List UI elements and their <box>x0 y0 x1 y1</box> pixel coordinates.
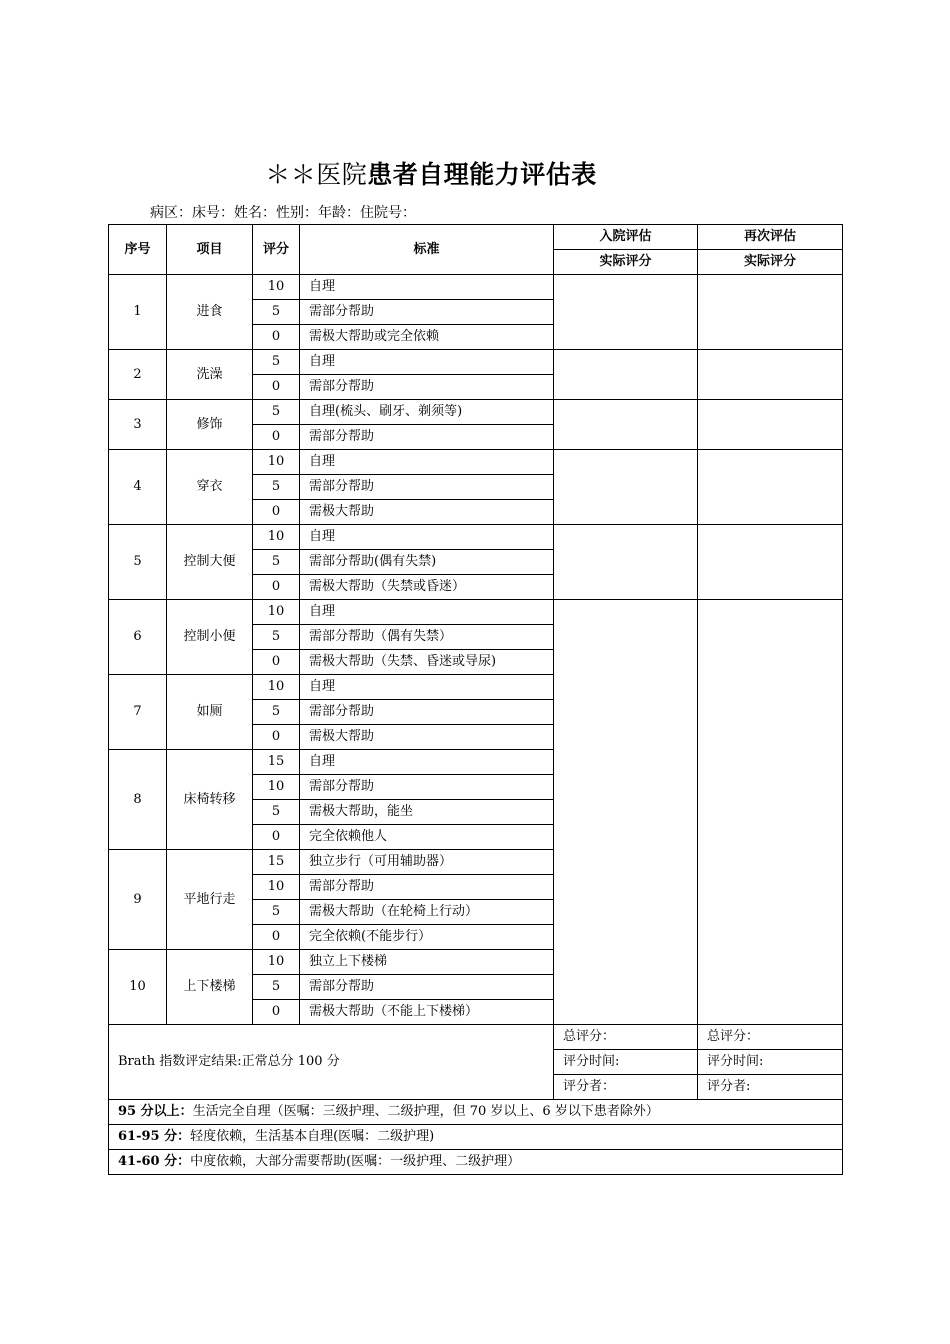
level-range: 95 分以上： <box>118 1104 193 1119</box>
item-seq: 8 <box>109 750 167 850</box>
score-value: 5 <box>253 625 300 650</box>
score-value: 0 <box>253 1000 300 1025</box>
header-reassess: 再次评估 <box>698 225 843 250</box>
score-value: 0 <box>253 650 300 675</box>
table-row <box>109 450 843 475</box>
score-value: 10 <box>253 775 300 800</box>
score-value: 10 <box>253 875 300 900</box>
score-value: 5 <box>253 900 300 925</box>
table-row <box>109 350 843 375</box>
summary-body <box>109 1025 843 1175</box>
admission-score-cell[interactable] <box>554 450 698 525</box>
item-name: 控制小便 <box>167 600 253 675</box>
header-standard: 标准 <box>300 225 554 275</box>
score-value: 5 <box>253 350 300 375</box>
admission-score-cell[interactable] <box>554 600 698 1025</box>
reassess-score-cell[interactable] <box>698 525 843 600</box>
standard-text: 需部分帮助（偶有失禁） <box>300 625 554 650</box>
admission-score-cell[interactable] <box>554 350 698 400</box>
score-value: 0 <box>253 375 300 400</box>
score-value: 10 <box>253 675 300 700</box>
score-value: 5 <box>253 700 300 725</box>
title-prefix: ＊＊医院 <box>265 160 368 189</box>
admission-score-cell[interactable] <box>554 525 698 600</box>
header-item: 项目 <box>167 225 253 275</box>
standard-text: 自理 <box>300 600 554 625</box>
table-row <box>109 600 843 625</box>
standard-text: 需部分帮助 <box>300 975 554 1000</box>
reassess-score-cell[interactable] <box>698 450 843 525</box>
level-row <box>109 1150 843 1175</box>
standard-text: 独立上下楼梯 <box>300 950 554 975</box>
score-value: 0 <box>253 500 300 525</box>
standard-text: 需部分帮助 <box>300 775 554 800</box>
item-name: 修饰 <box>167 400 253 450</box>
score-value: 5 <box>253 300 300 325</box>
score-value: 5 <box>253 550 300 575</box>
standard-text: 自理 <box>300 450 554 475</box>
standard-text: 需极大帮助（失禁、昏迷或导尿) <box>300 650 554 675</box>
item-seq: 9 <box>109 850 167 950</box>
standard-text: 需部分帮助(偶有失禁) <box>300 550 554 575</box>
standard-text: 自理 <box>300 275 554 300</box>
level-desc: 中度依赖，大部分需要帮助(医嘱：一级护理、二级护理） <box>190 1154 521 1169</box>
page-title <box>0 155 862 191</box>
admission-score-cell[interactable] <box>554 400 698 450</box>
standard-text: 需极大帮助，能坐 <box>300 800 554 825</box>
item-seq: 2 <box>109 350 167 400</box>
score-time-1[interactable]: 评分时间: <box>554 1050 698 1075</box>
standard-text: 需部分帮助 <box>300 375 554 400</box>
score-value: 0 <box>253 825 300 850</box>
standard-text: 自理(梳头、刷牙、剃须等) <box>300 400 554 425</box>
score-value: 0 <box>253 325 300 350</box>
table-row <box>109 525 843 550</box>
header-actual-score-2: 实际评分 <box>698 250 843 275</box>
assessment-table <box>108 224 843 1175</box>
item-name: 上下楼梯 <box>167 950 253 1025</box>
item-name: 控制大便 <box>167 525 253 600</box>
standard-text: 完全依赖(不能步行） <box>300 925 554 950</box>
standard-text: 自理 <box>300 350 554 375</box>
standard-text: 需部分帮助 <box>300 425 554 450</box>
score-value: 0 <box>253 925 300 950</box>
level-range: 61-95 分： <box>118 1129 191 1144</box>
score-value: 10 <box>253 950 300 975</box>
standard-text: 需部分帮助 <box>300 875 554 900</box>
header-seq: 序号 <box>109 225 167 275</box>
reassess-score-cell[interactable] <box>698 350 843 400</box>
item-seq: 5 <box>109 525 167 600</box>
level-row <box>109 1100 843 1125</box>
item-seq: 4 <box>109 450 167 525</box>
rater-2[interactable]: 评分者: <box>698 1075 843 1100</box>
item-name: 穿衣 <box>167 450 253 525</box>
level-row <box>109 1125 843 1150</box>
item-name: 进食 <box>167 275 253 350</box>
standard-text: 需部分帮助 <box>300 300 554 325</box>
level-range: 41-60 分： <box>118 1154 191 1169</box>
header-score: 评分 <box>253 225 300 275</box>
title-main: 患者自理能力评估表 <box>367 160 597 189</box>
standard-text: 需极大帮助 <box>300 500 554 525</box>
item-name: 平地行走 <box>167 850 253 950</box>
score-value: 0 <box>253 575 300 600</box>
item-seq: 3 <box>109 400 167 450</box>
item-seq: 1 <box>109 275 167 350</box>
header-admission: 入院评估 <box>554 225 698 250</box>
standard-text: 需极大帮助（失禁或昏迷） <box>300 575 554 600</box>
item-name: 洗澡 <box>167 350 253 400</box>
level-desc: 轻度依赖，生活基本自理(医嘱：二级护理) <box>190 1129 435 1144</box>
standard-text: 需极大帮助（不能上下楼梯） <box>300 1000 554 1025</box>
score-value: 15 <box>253 850 300 875</box>
standard-text: 需极大帮助 <box>300 725 554 750</box>
reassess-score-cell[interactable] <box>698 400 843 450</box>
score-value: 0 <box>253 725 300 750</box>
score-value: 5 <box>253 475 300 500</box>
score-value: 5 <box>253 975 300 1000</box>
reassess-score-cell[interactable] <box>698 275 843 350</box>
score-value: 10 <box>253 600 300 625</box>
standard-text: 自理 <box>300 750 554 775</box>
reassess-score-cell[interactable] <box>698 600 843 1025</box>
standard-text: 自理 <box>300 675 554 700</box>
total-score-2[interactable]: 总评分： <box>698 1025 843 1050</box>
score-value: 5 <box>253 800 300 825</box>
score-value: 10 <box>253 525 300 550</box>
level-desc: 生活完全自理（医嘱：三级护理、二级护理，但 70 岁以上、6 岁以下患者除外） <box>192 1104 659 1119</box>
score-time-2[interactable]: 评分时间: <box>698 1050 843 1075</box>
standard-text: 需极大帮助或完全依赖 <box>300 325 554 350</box>
result-label: Brath 指数评定结果:正常总分 100 分 <box>109 1025 554 1100</box>
standard-text: 需极大帮助（在轮椅上行动） <box>300 900 554 925</box>
items-body <box>109 275 843 1025</box>
standard-text: 独立步行（可用辅助器） <box>300 850 554 875</box>
score-value: 0 <box>253 425 300 450</box>
standard-text: 自理 <box>300 525 554 550</box>
admission-score-cell[interactable] <box>554 275 698 350</box>
item-name: 床椅转移 <box>167 750 253 850</box>
item-seq: 7 <box>109 675 167 750</box>
header-actual-score-1: 实际评分 <box>554 250 698 275</box>
item-name: 如厕 <box>167 675 253 750</box>
table-row <box>109 400 843 425</box>
table-row <box>109 275 843 300</box>
item-seq: 6 <box>109 600 167 675</box>
total-score-1[interactable]: 总评分： <box>554 1025 698 1050</box>
patient-info-line: 病区：床号：姓名：性别：年龄：住院号： <box>150 205 416 221</box>
standard-text: 完全依赖他人 <box>300 825 554 850</box>
standard-text: 需部分帮助 <box>300 700 554 725</box>
score-value: 10 <box>253 450 300 475</box>
score-value: 15 <box>253 750 300 775</box>
item-seq: 10 <box>109 950 167 1025</box>
rater-1[interactable]: 评分者： <box>554 1075 698 1100</box>
score-value: 5 <box>253 400 300 425</box>
score-value: 10 <box>253 275 300 300</box>
standard-text: 需部分帮助 <box>300 475 554 500</box>
